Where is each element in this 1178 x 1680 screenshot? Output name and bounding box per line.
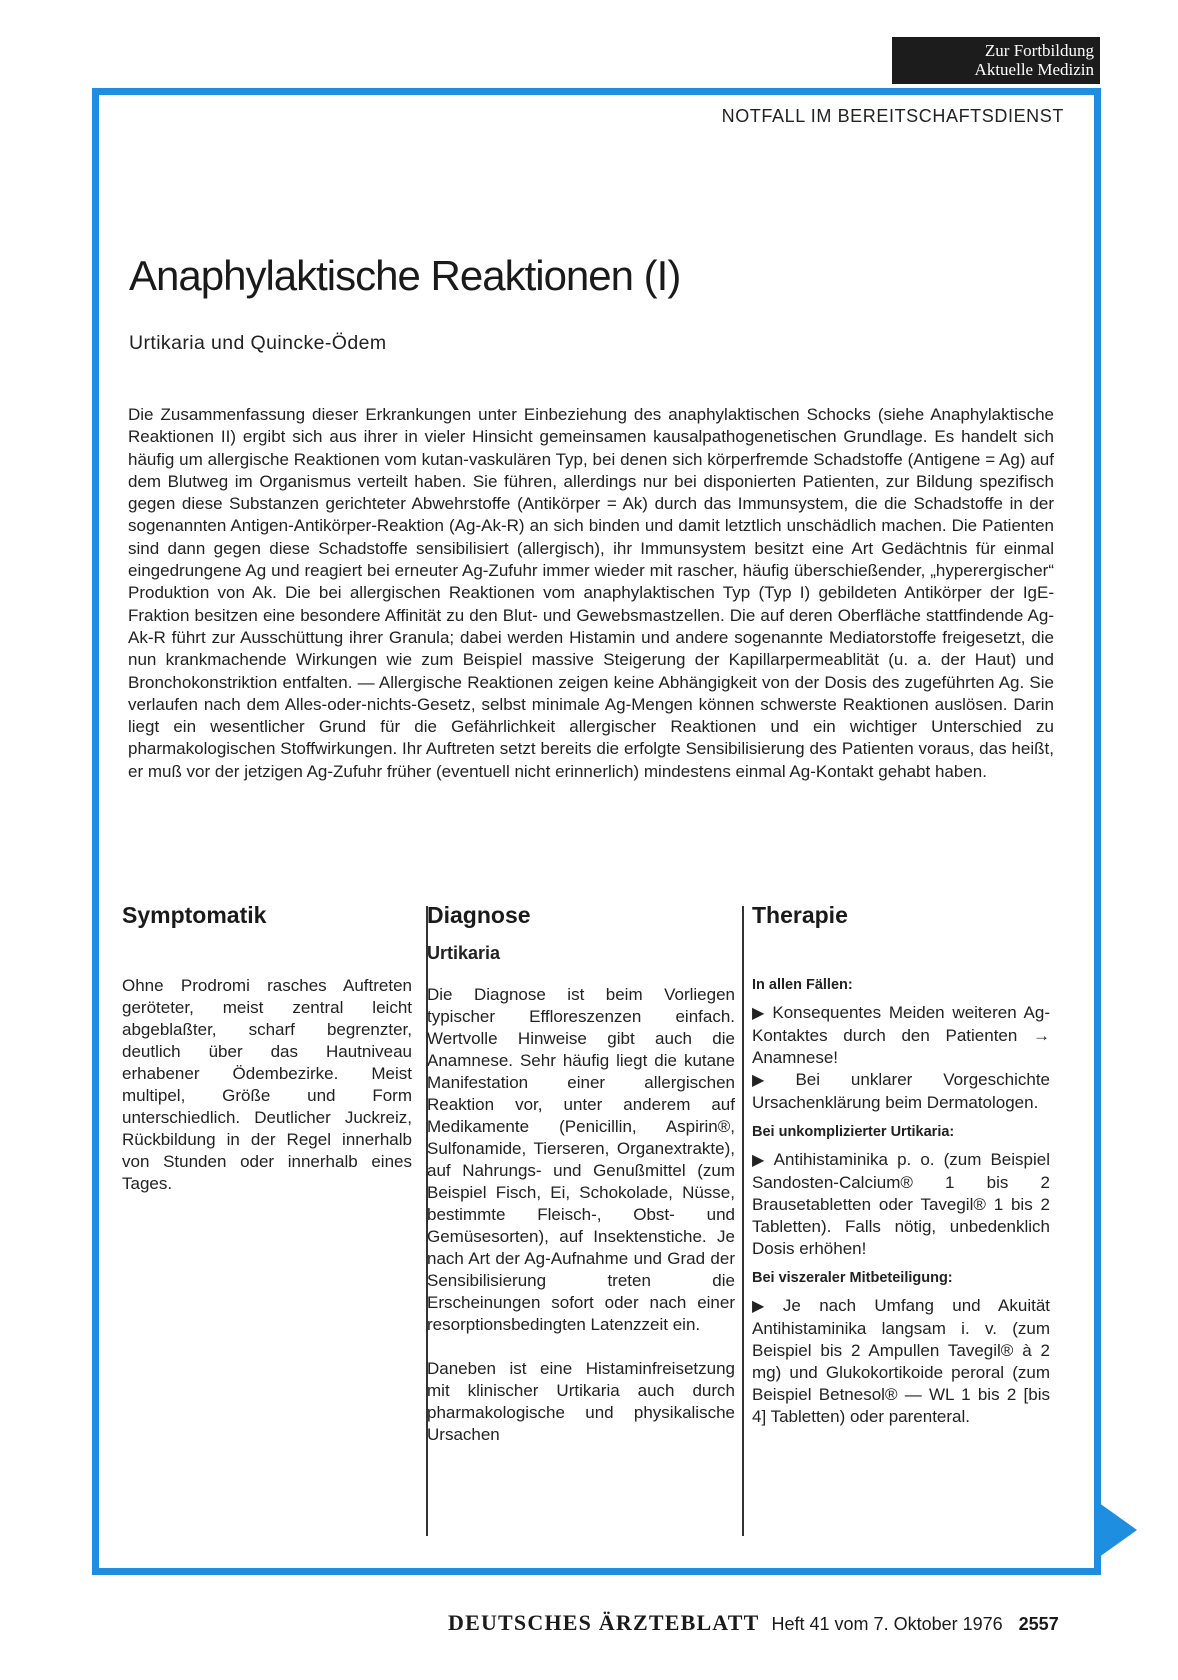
tag-line-2: Aktuelle Medizin [974,60,1094,79]
journal-name: DEUTSCHES ÄRZTEBLATT [448,1610,760,1635]
therapie-heading: Therapie [752,902,848,928]
bullet-arrow-icon: ▶ [752,1152,769,1169]
intro-paragraph: Die Zusammenfassung dieser Erkrankungen unter Einbeziehung des anaphylaktischen Schocks (siehe Anaphylaktische Reaktionen II) ergibt sich aus ihrer in vieler Hinsicht gemeinsamen kausalpathogenetischen Grundlage. Es handelt sich häufig um allergische Reaktionen vom kutan-vaskulären Typ, bei denen sich körperfremde Schadstoffe (Antigene = Ag) auf dem Blutweg im Organismus verteilt haben. Sie führen, allerdings nur bei disponierten Patienten, zur Bildung spezifisch gegen diese Substanzen gerichteter Abwehrstoffe (Antikörper = Ak) durch das Immunsystem, die die Schadstoffe in der sogenannten Antigen-Antikörper-Reaktion (Ag-Ak-R) an sich binden und damit letztlich unschädlich machen. Die Patienten sind dann gegen diese Schadstoffe sensibilisiert (allergisch), ihr Immunsystem besitzt eine Art Gedächtnis für einmal eingedrungene Ag und reagiert bei erneuter Ag-Zufuhr immer wieder mit rascher, häufig überschießender, „hyperergischer“ Produktion von Ak. Die bei allergischen Reaktionen vom anaphylaktischen Typ (Typ I) gebildeten Antikörper der IgE-Fraktion besitzen eine besondere Affinität zu den Blut- und Gewebsmastzellen. Die auf deren Oberfläche stattfindende Ag-Ak-R führt zur Ausschüttung ihrer Granula; dabei werden Histamin und andere sogenannte Mediatorstoffe freigesetzt, die nun krankmachende Wirkungen wie zum Beispiel massive Steigerung der Kapillarpermeablität (u. a. der Haut) und Bronchokonstriktion entfalten. — Allergische Reaktionen zeigen keine Abhängigkeit von der Dosis des zugeführten Ag. Sie verlaufen nach dem Alles-oder-nichts-Gesetz, selbst minimale Ag-Mengen können schwerste Reaktionen auslösen. Darin liegt ein wesentlicher Grund für die Gefährlichkeit allergischer Reaktionen und ein wichtiger Unterschied zu pharmakologischen Stoffwirkungen. Ihr Auftreten setzt bereits die erfolgte Sensibilisierung des Patienten voraus, das heißt, er muß vor der jetzigen Ag-Zufuhr früher (eventuell nicht erinnerlich) mindestens einmal Ag-Kontakt gehabt haben. [128,405,1054,781]
page-number: 2557 [1018,1614,1059,1634]
tag-line-1: Zur Fortbildung [984,41,1094,60]
diagnose-body: Die Diagnose ist beim Vorliegen typischer Effloreszenzen einfach. Wertvolle Hinweise gibt auch die Anamnese. Sehr häufig liegt die kutane Manifestation einer allergischen Reaktion vor, unter anderem auf Medikamente (Penicillin, Aspirin®, Sulfonamide, Tierseren, Organextrakte), auf Nahrungs- und Genußmittel (zum Beispiel Fisch, Ei, Schokolade, Nüsse, bestimmte Fleisch-, Obst- und Gemüsesorten), auf Insektenstiche. Je nach Art der Ag-Aufnahme und Grad der Sensibilisierung treten die Erscheinungen sofort oder nach einer resorptionsbedingten Latenzzeit ein. [427,985,735,1334]
bullet-arrow-icon: ▶ [752,1298,778,1315]
page-footer [448,1610,1059,1636]
therapie-item-text: Antihistaminika p. o. (zum Beispiel Sandosten-Calcium® 1 bis 2 Brausetabletten oder Tavegil® 1 bis 2 Tabletten). Falls nötig, unbedenklich Dosis erhöhen! [752,1150,1050,1258]
therapie-item [752,1149,1050,1260]
therapie-label-visceral: Bei viszeraler Mitbeteiligung: [752,1270,953,1286]
play-triangle-icon [1095,1500,1137,1560]
symptomatik-body: Ohne Prodromi rasches Auftreten geröteter, meist zentral leicht abgeblaßter, scharf begrenzter, deutlich über das Hautniveau erhabener Ödembezirke. Meist multipel, Größe und Form unterschiedlich. Deutlicher Juckreiz, Rückbildung in der Regel innerhalb von Stunden oder innerhalb eines Tages. [122,976,412,1193]
bullet-arrow-icon: ▶ [752,1005,768,1022]
column-symptomatik [122,902,412,1195]
column-diagnose [427,902,735,1446]
therapie-label-uncomplicated: Bei unkomplizierter Urtikaria: [752,1124,955,1140]
column-divider [742,906,744,1536]
therapie-item [752,1002,1050,1069]
diagnose-heading: Diagnose [427,902,531,928]
therapie-item-text: Je nach Umfang und Akuität Antihistaminika langsam i. v. (zum Beispiel bis 2 Ampullen Tavegil® à 2 mg) und Glukokortikoide peroral (zum Beispiel Betnesol® — WL 1 bis 2 [bis 4] Tabletten) oder parenteral. [752,1296,1050,1426]
column-therapie [752,902,1050,1428]
issue-info: Heft 41 vom 7. Oktober 1976 [771,1614,1003,1634]
therapie-item [752,1295,1050,1428]
article-subtitle: Urtikaria und Quincke-Ödem [129,332,387,354]
diagnose-subheading: Urtikaria [427,943,501,963]
bullet-arrow-icon: ▶ [752,1072,791,1089]
section-label: NOTFALL IM BEREITSCHAFTSDIENST [721,106,1064,126]
symptomatik-heading: Symptomatik [122,902,267,928]
therapie-item-text: Konsequentes Meiden weiteren Ag-Kontaktes durch den Patienten → Anamnese! [752,1003,1050,1067]
therapie-item-text: Bei unklarer Vorgeschichte Ursachenklärung beim Dermatologen. [752,1070,1050,1112]
category-tag [892,37,1100,84]
therapie-item [752,1069,1050,1114]
therapie-label-all: In allen Fällen: [752,977,853,993]
article-title: Anaphylaktische Reaktionen (I) [129,252,681,299]
diagnose-body-continued: Daneben ist eine Histaminfreisetzung mit klinischer Urtikaria auch durch pharmakologische und physikalische Ursachen [427,1359,735,1444]
